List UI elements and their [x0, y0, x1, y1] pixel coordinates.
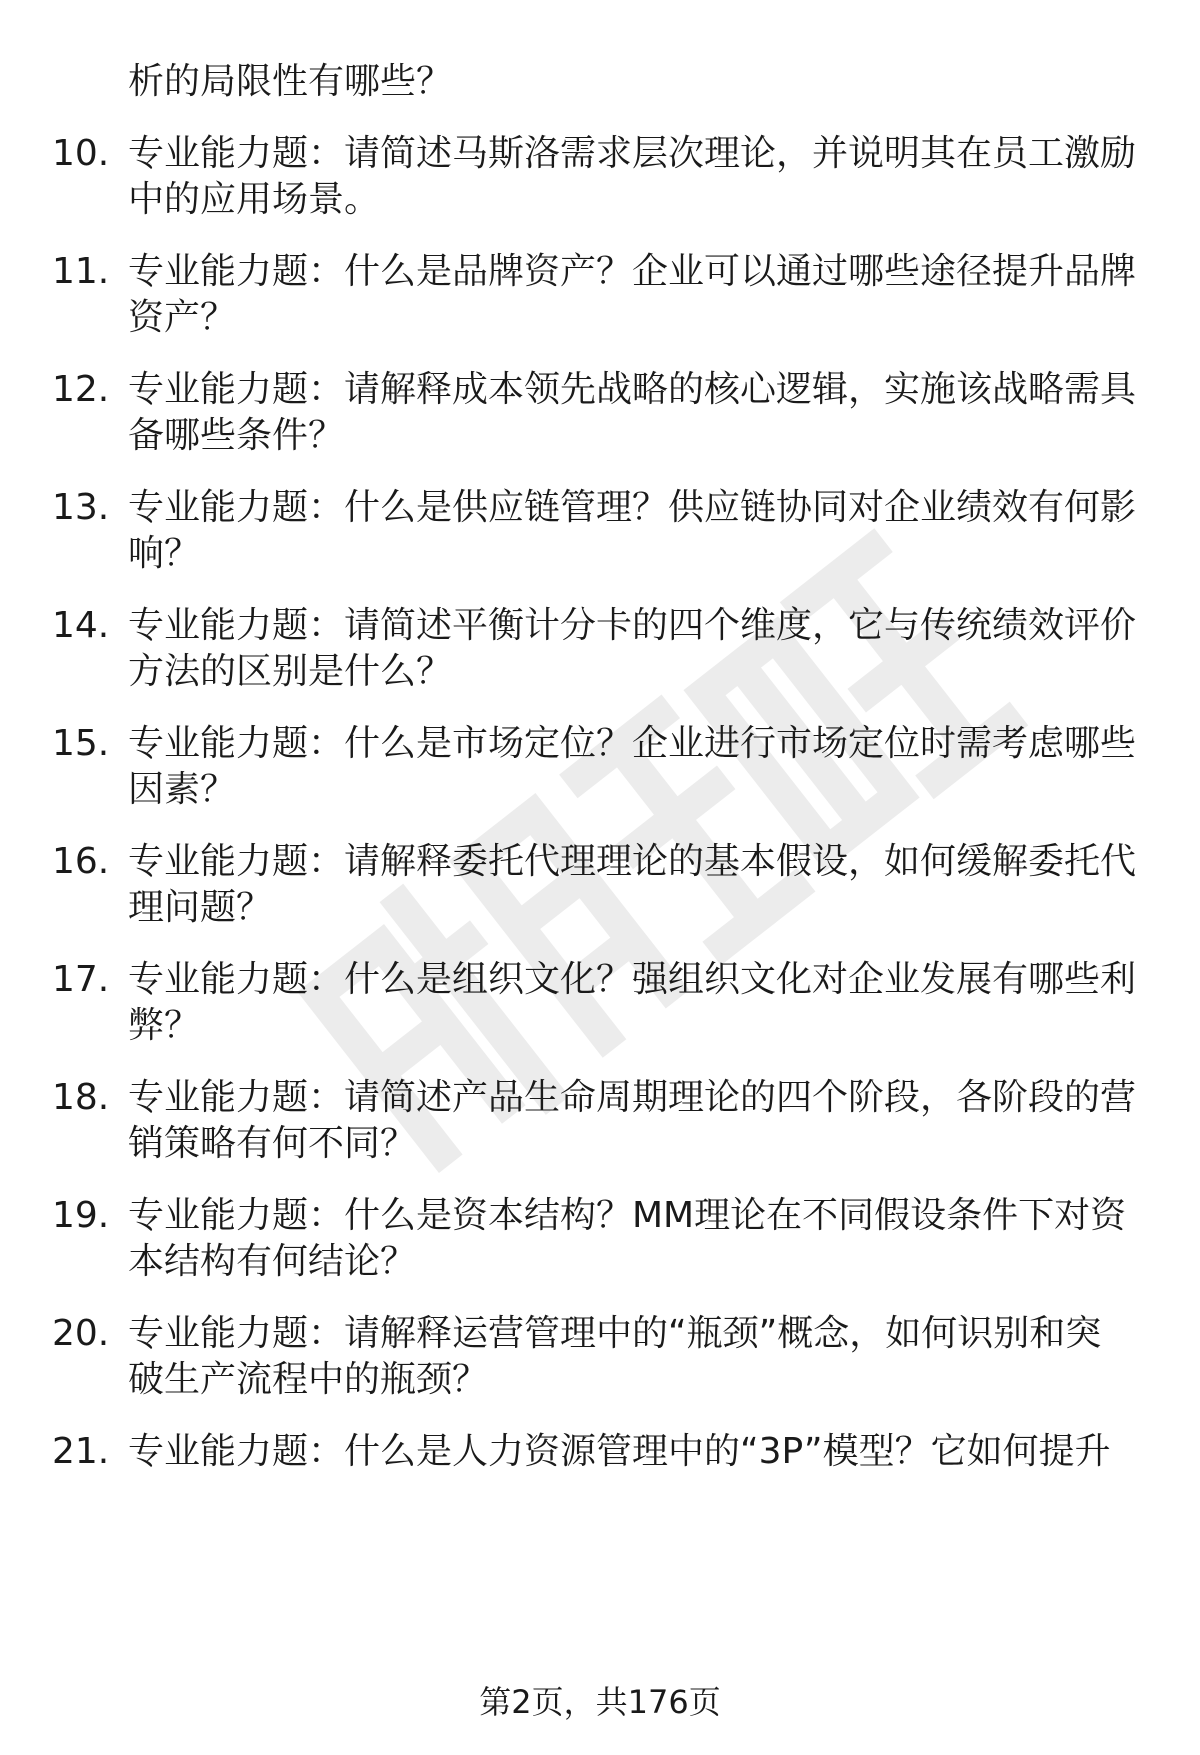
question-item	[0, 366, 1200, 476]
question-number: 19.	[52, 1195, 110, 1236]
question-text-line: 备哪些条件？	[128, 415, 345, 456]
question-text-line: 破生产流程中的瓶颈？	[128, 1359, 489, 1400]
question-text-line: 专业能力题：请简述产品生命周期理论的四个阶段，各阶段的营	[128, 1077, 1137, 1118]
question-number: 13.	[52, 487, 110, 528]
question-number: 17.	[52, 959, 110, 1000]
question-number: 20.	[52, 1313, 110, 1354]
page-footer: 第2页，共176页	[479, 1683, 721, 1721]
question-item	[0, 602, 1200, 712]
question-item	[0, 248, 1200, 358]
question-text-line: 专业能力题：请简述马斯洛需求层次理论，并说明其在员工激励	[128, 133, 1137, 174]
question-text-line: 弊？	[128, 1005, 201, 1046]
question-text-line: 专业能力题：什么是人力资源管理中的“3P”模型？它如何提升	[128, 1431, 1111, 1472]
question-number: 18.	[52, 1077, 110, 1118]
question-number: 15.	[52, 723, 110, 764]
question-item	[0, 484, 1200, 594]
question-item	[0, 720, 1200, 830]
question-number: 11.	[52, 251, 110, 292]
question-text-line: 专业能力题：请解释运营管理中的“瓶颈”概念，如何识别和突	[128, 1313, 1102, 1354]
question-text-line: 专业能力题：什么是组织文化？强组织文化对企业发展有哪些利	[128, 959, 1137, 1000]
question-text-line: 理问题？	[128, 887, 273, 928]
question-text-line: 专业能力题：请解释委托代理理论的基本假设，如何缓解委托代	[128, 841, 1137, 882]
question-item	[0, 956, 1200, 1066]
question-text-line: 专业能力题：什么是资本结构？MM理论在不同假设条件下对资	[128, 1195, 1127, 1236]
question-text-line: 专业能力题：什么是市场定位？企业进行市场定位时需考虑哪些	[128, 723, 1137, 764]
question-text-line: 销策略有何不同？	[128, 1123, 417, 1164]
question-text-line: 响？	[128, 533, 201, 574]
question-item	[0, 838, 1200, 948]
question-text-line: 方法的区别是什么？	[128, 651, 453, 692]
question-number: 14.	[52, 605, 110, 646]
question-text-line: 专业能力题：请解释成本领先战略的核心逻辑，实施该战略需具	[128, 369, 1137, 410]
question-text-line: 专业能力题：什么是供应链管理？供应链协同对企业绩效有何影	[128, 487, 1137, 528]
question-text-line: 资产？	[128, 297, 237, 338]
question-number: 16.	[52, 841, 110, 882]
question-item	[0, 1074, 1200, 1184]
question-item	[0, 130, 1200, 240]
question-number: 12.	[52, 369, 110, 410]
question-text-line: 本结构有何结论？	[128, 1241, 417, 1282]
question-text-line: 中的应用场景。	[128, 179, 381, 220]
question-number: 21.	[52, 1431, 110, 1472]
question-item	[0, 1310, 1200, 1420]
continuation-text: 析的局限性有哪些？	[128, 61, 453, 102]
question-text-line: 专业能力题：什么是品牌资产？企业可以通过哪些途径提升品牌	[128, 251, 1137, 292]
question-number: 10.	[52, 133, 110, 174]
question-text-line: 专业能力题：请简述平衡计分卡的四个维度，它与传统绩效评价	[128, 605, 1137, 646]
question-item	[0, 1428, 1200, 1538]
question-item	[0, 1192, 1200, 1302]
question-text-line: 因素？	[128, 769, 237, 810]
